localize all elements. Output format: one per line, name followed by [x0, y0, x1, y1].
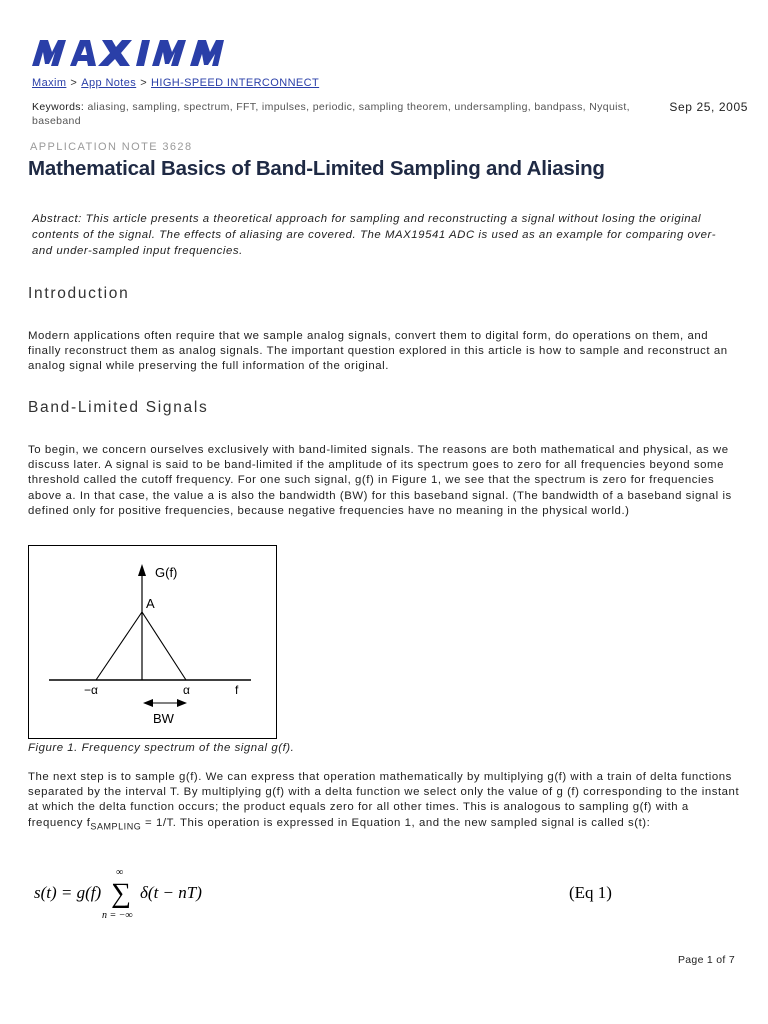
- spectrum-diagram: [29, 546, 276, 738]
- sum-sign: ∑: [111, 878, 131, 909]
- publication-date: Sep 25, 2005: [669, 100, 748, 114]
- breadcrumb-app-notes[interactable]: App Notes: [81, 77, 137, 89]
- sampling-paragraph: [28, 770, 744, 834]
- sampling-subscript: SAMPLING: [90, 820, 142, 831]
- page-title: Mathematical Basics of Band-Limited Sampling and Aliasing: [28, 157, 605, 180]
- f-axis-label: f: [235, 683, 239, 697]
- breadcrumb-high-speed-interconnect[interactable]: HIGH-SPEED INTERCONNECT: [151, 77, 320, 89]
- amplitude-axis-arrow: [138, 564, 146, 576]
- keywords: [32, 100, 652, 128]
- breadcrumb-separator: >: [70, 77, 78, 89]
- figure-1: [28, 545, 277, 739]
- sum-upper-limit: ∞: [116, 867, 124, 878]
- introduction-heading: Introduction: [28, 285, 130, 302]
- maxim-logo[interactable]: [32, 40, 224, 66]
- page-number: Page 1 of 7: [677, 954, 735, 966]
- bw-arrow-left: [143, 699, 153, 707]
- equation-1-graphic: [34, 866, 644, 922]
- g-of-f-label: G(f): [155, 565, 178, 580]
- band-limited-paragraph: To begin, we concern ourselves exclusively with band-limited signals. The reasons are both mathematical and physical, as we discuss later. A signal is said to be band-limited if the amplitude of its spectrum goes to zero for all frequencies beyond some threshold called the cutoff frequency. For one such signal, g(f) in Figure 1, we see that the spectrum is zero for frequencies above a. In that case, the value a is also the bandwidth (BW) for this baseband signal. (The bandwidth of a baseband signal is defined only for positive frequencies, because negative frequencies have no meaning in the physical world.): [28, 444, 732, 517]
- sampling-paragraph-text-2: = 1/T. This operation is expressed in Equation 1, and the new sampled signal is called s(t):: [141, 816, 651, 829]
- equation-1: [34, 866, 644, 922]
- introduction-paragraph: Modern applications often require that we sample analog signals, convert them to digital form, do operations on them, and finally reconstruct them as analog signals. The important question explored in this article is how to sample and reconstruct an analog signal while preserving the full information of the original.: [28, 330, 728, 373]
- pos-alpha-label: α: [183, 683, 190, 697]
- band-limited-heading: Band-Limited Signals: [28, 399, 209, 416]
- app-note-number: APPLICATION NOTE 3628: [30, 141, 193, 153]
- keywords-list: aliasing, sampling, spectrum, FFT, impulses, periodic, sampling theorem, undersampling, bandpass, Nyquist, baseband: [32, 101, 630, 127]
- sum-lower-limit: n = −∞: [102, 910, 133, 921]
- breadcrumb: [32, 77, 319, 89]
- breadcrumb-maxim[interactable]: Maxim: [32, 77, 67, 89]
- spectrum-triangle: [96, 612, 186, 680]
- breadcrumb-separator: >: [140, 77, 148, 89]
- bw-arrow-right: [177, 699, 187, 707]
- keywords-label: Keywords:: [32, 101, 85, 113]
- abstract: Abstract: This article presents a theoretical approach for sampling and reconstructing a signal without losing the original contents of the signal. The effects of aliasing are covered. The MAX19541 ADC is used as an example for comparing over- and under-sampled input frequencies.: [32, 213, 717, 257]
- maxim-logo-mark: [32, 40, 224, 66]
- peak-label-a: A: [146, 596, 155, 611]
- sampling-paragraph-text-1: The next step is to sample g(f). We can express that operation mathematically by multiplying g(f) with a train of delta functions separated by the interval T. By multiplying g(f) with a delta function we select only the value of g (f) corresponding to the instant at which the delta function occurs; the product equals zero for all other times. This is analogous to sampling g(f) with a frequency f: [28, 771, 740, 829]
- figure-1-caption: Figure 1. Frequency spectrum of the signal g(f).: [28, 742, 295, 754]
- bw-label: BW: [153, 711, 174, 726]
- equation-label: (Eq 1): [569, 883, 612, 902]
- delta-term: δ(t − nT): [140, 883, 202, 902]
- equation-lhs: s(t) = g(f): [34, 883, 102, 902]
- neg-alpha-label: −α: [84, 683, 98, 697]
